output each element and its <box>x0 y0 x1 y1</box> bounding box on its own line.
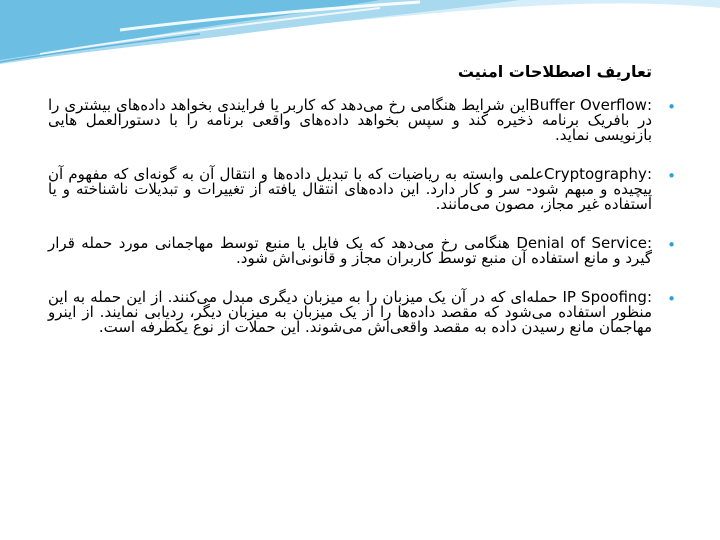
term-definition: هنگامی رخ می‌دهد که یک فایل یا منبع توسط مهاجمانی مورد حمله قرار گیرد و مانع استفاده آن منبع توسط کاربران مجاز و قانونی‌اش شود. <box>48 234 652 267</box>
term-item <box>48 234 676 267</box>
term-definition: علمی وابسته به ریاضیات که با تبدیل داده‌ها و انتقال آن‌ به گونه‌ای که مفهوم آن پیچیده و مبهم شود- سر و کار دارد. این داده‌های انتقال یافته از تغییرات و تبدیلات ناشناخته و یا استفاده غیر مجاز، مصون می‌مانند. <box>48 165 652 213</box>
slide-title: تعاریف اصطلاحات امنیت <box>457 62 652 81</box>
bullet-icon: • <box>667 98 676 116</box>
term-name: :Buffer Overflow <box>529 96 652 114</box>
term-name: :IP Spoofing <box>562 288 652 306</box>
bullet-icon: • <box>667 167 676 185</box>
bullet-icon: • <box>667 290 676 308</box>
term-definition: این شرایط هنگامی رخ می‌دهد که کاربر یا فرایندی بخواهد داده‌های بیشتری را در بافریک برنامه ذخیره کند و سپس بخواهد داده‌های واقعی برنامه را با دستورالعمل هایی بازنویسی نماید. <box>48 96 652 144</box>
term-item <box>48 288 676 336</box>
term-item <box>48 96 676 144</box>
term-definition: حمله‌ای که در آن یک میزبان را به میزبان دیگری مبدل می‌کنند. از این حمله به این منظور استفاده می‌شود که مقصد داده‌ها را از یک میزبان به میزبان دیگر، ردیابی نمایند. از اینرو مهاجمان مانع رسیدن داده به مقصد واقعی‌اش می‌شوند. این حملات از نوع یکطرفه است. <box>48 288 652 336</box>
bullet-icon: • <box>667 236 676 254</box>
terms-list <box>48 96 676 359</box>
term-name: :Cryptography <box>544 165 652 183</box>
term-item <box>48 165 676 213</box>
term-name: :Denial of Service <box>516 234 652 252</box>
